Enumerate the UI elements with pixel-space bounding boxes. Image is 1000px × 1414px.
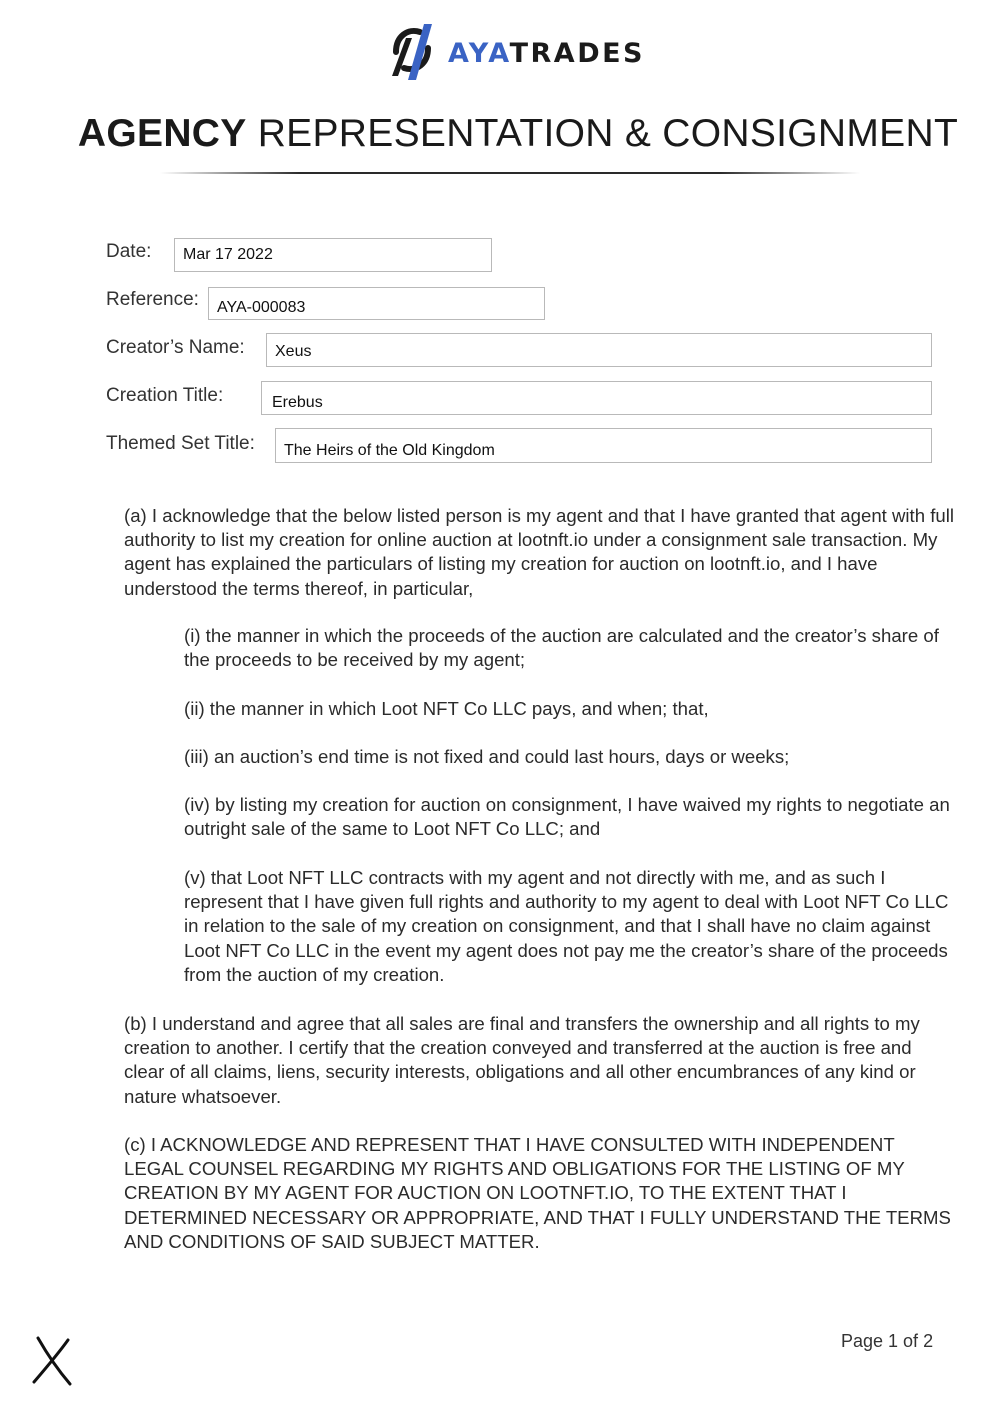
signature-mark [30, 1336, 76, 1386]
creation-title-field[interactable]: Erebus [261, 381, 932, 415]
ayatrades-logo-icon [386, 18, 438, 84]
title-regular: REPRESENTATION & CONSIGNMENT [257, 112, 959, 155]
title-divider [160, 172, 860, 174]
brand-name-aya: AYA [448, 37, 510, 69]
clause-i: (i) the manner in which the proceeds of the auction are calculated and the creator’s share of the proceeds to be received by my agent; [184, 625, 939, 671]
clause-iv: (iv) by listing my creation for auction on consignment, I have waived my rights to negotiate an outright sale of the same to Loot NFT Co LLC; and [184, 794, 950, 840]
clause-v: (v) that Loot NFT LLC contracts with my agent and not directly with me, and as such I represent that I have given full rights and authority to my agent to deal with Loot NFT Co LLC in relation to the sale of my creation on consignment, and that I shall have no claim against Loot NFT Co LLC in the event my agent does not pay me the creator’s share of the proceeds from the auction of my creation. [184, 867, 949, 985]
themed-set-title-label: Themed Set Title: [106, 433, 255, 454]
document-title [0, 112, 1000, 156]
clause-b: (b) I understand and agree that all sales are final and transfers the ownership and all rights to my creation to another. I certify that the creation conveyed and transferred at the auction is free and clear of all claims, liens, security interests, obligations and all other encumbrances of any kind or nature whatsoever. [124, 1013, 920, 1107]
creation-title-label: Creation Title: [106, 385, 224, 406]
brand-logo [386, 18, 645, 84]
clause-a: (a) I acknowledge that the below listed person is my agent and that I have granted that agent with full authority to list my creation for online auction at lootnft.io under a consignment sale transaction. My agent has explained the particulars of listing my creation for auction on lootnft.io, and I have understood the terms thereof, in particular, [124, 505, 954, 599]
title-bold: AGENCY [77, 112, 247, 155]
date-label: Date: [106, 241, 152, 262]
brand-name [448, 38, 645, 69]
page-number: Page 1 of 2 [841, 1331, 934, 1351]
creator-name-field[interactable]: Xeus [266, 333, 932, 367]
clause-ii: (ii) the manner in which Loot NFT Co LLC pays, and when; that, [184, 698, 709, 719]
clause-c: (c) I ACKNOWLEDGE AND REPRESENT THAT I HAVE CONSULTED WITH INDEPENDENT LEGAL COUNSEL REGARDING MY RIGHTS AND OBLIGATIONS FOR THE LISTING OF MY CREATION BY MY AGENT FOR AUCTION ON LOOTNFT.IO, TO THE EXTENT THAT I DETERMINED NECESSARY OR APPROPRIATE, AND THAT I FULLY UNDERSTAND THE TERMS AND CONDITIONS OF SAID SUBJECT MATTER. [124, 1134, 951, 1252]
brand-name-trades: TRADES [509, 37, 645, 69]
themed-set-title-field[interactable]: The Heirs of the Old Kingdom [275, 428, 932, 463]
reference-label: Reference: [106, 289, 199, 310]
reference-field[interactable]: AYA-000083 [208, 287, 545, 320]
clause-iii: (iii) an auction’s end time is not fixed and could last hours, days or weeks; [184, 746, 790, 767]
creator-name-label: Creator’s Name: [106, 337, 245, 358]
date-field[interactable]: Mar 17 2022 [174, 238, 492, 272]
